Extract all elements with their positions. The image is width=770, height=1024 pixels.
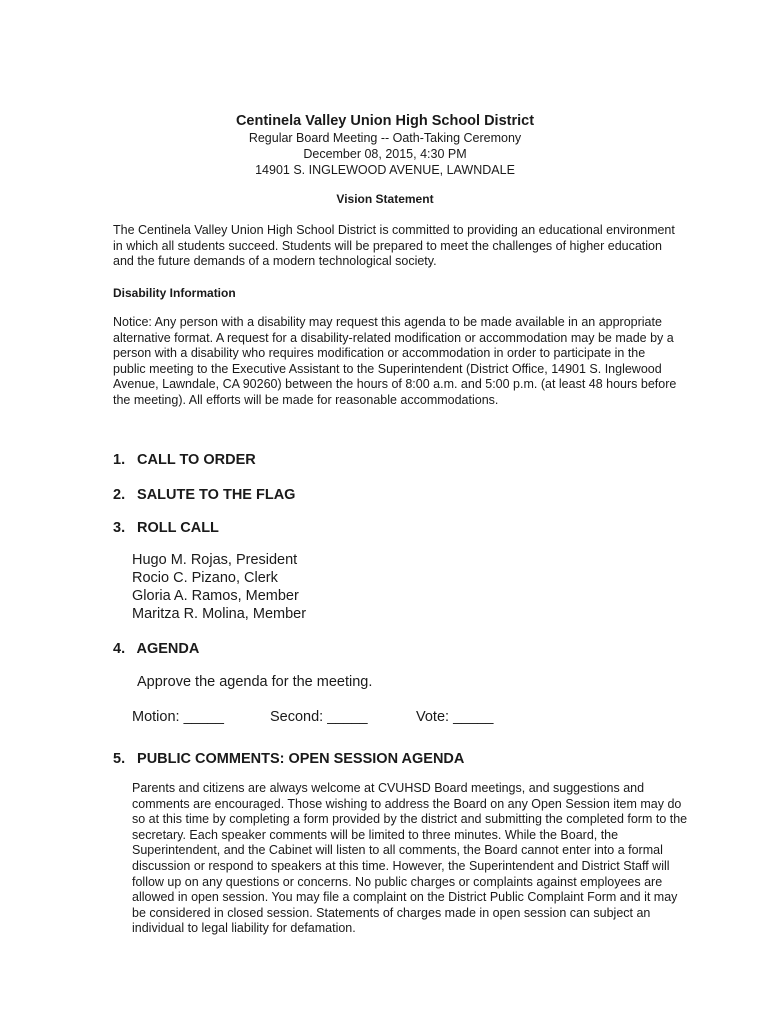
section-agenda xyxy=(113,640,199,658)
section-title: CALL TO ORDER xyxy=(137,452,256,468)
section-title: AGENDA xyxy=(136,641,200,657)
section-salute-to-flag xyxy=(113,486,295,504)
meeting-datetime: December 08, 2015, 4:30 PM xyxy=(303,147,467,161)
motion-field: Motion: _____ xyxy=(132,709,224,725)
meeting-type: Regular Board Meeting -- Oath-Taking Ceremony xyxy=(248,131,522,145)
board-member: Maritza R. Molina, Member xyxy=(132,606,307,622)
disability-heading: Disability Information xyxy=(113,286,236,300)
board-member: Rocio C. Pizano, Clerk xyxy=(132,570,278,586)
section-number: 3. xyxy=(113,520,126,536)
vision-text: The Centinela Valley Union High School District is committed to providing an educational environment in which all students succeed. Students will be prepared to meet the challenges of higher education and the future demands of a modern technological society. xyxy=(113,223,675,268)
vision-heading: Vision Statement xyxy=(336,192,434,206)
section-number: 2. xyxy=(113,487,126,503)
section-title: SALUTE TO THE FLAG xyxy=(137,487,296,503)
disability-text: Notice: Any person with a disability may request this agenda to be made available in an appropriate alternative format. A request for a disability-related modification or accommodation may be made by a person with a disability who requires modification or accommodation in order to participate in the public meeting to the Executive Assistant to the Superintendent (District Office, 14901 S. Inglewood Avenue, Lawndale, CA 90260) between the hours of 8:00 a.m. and 5:00 p.m. (at least 48 hours before the meeting). All efforts will be made for reasonable accommodations. xyxy=(113,315,677,407)
section-call-to-order xyxy=(113,451,256,469)
agenda-approval-text: Approve the agenda for the meeting. xyxy=(137,674,373,690)
section-title: ROLL CALL xyxy=(137,520,219,536)
second-field: Second: _____ xyxy=(270,709,368,725)
section-public-comments xyxy=(113,750,464,768)
board-members-list xyxy=(132,551,306,623)
meeting-address: 14901 S. INGLEWOOD AVENUE, LAWNDALE xyxy=(255,163,515,177)
board-member: Hugo M. Rojas, President xyxy=(132,552,298,568)
document-header xyxy=(0,112,770,178)
board-member: Gloria A. Ramos, Member xyxy=(132,588,299,604)
section-title: PUBLIC COMMENTS: OPEN SESSION AGENDA xyxy=(137,751,465,767)
section-number: 4. xyxy=(113,641,126,657)
public-comments-text: Parents and citizens are always welcome at CVUHSD Board meetings, and suggestions and comments are encouraged. Those wishing to address the Board on any Open Session item may do so at this time by completing a form provided by the district and submitting the completed form to the secretary. Each speaker comments will be limited to three minutes. While the Board, the Superintendent, and the Cabinet will listen to all comments, the Board cannot enter into a formal discussion or respond to speakers at this time. However, the Superintendent and District Staff will follow up on any questions or concerns. No public charges or complaints against employees are allowed in open session. You may file a complaint on the District Public Complaint Form and it may be considered in closed session. Statements of charges made in open session can subject an individual to legal liability for defamation. xyxy=(132,781,688,936)
section-number: 1. xyxy=(113,452,126,468)
section-roll-call xyxy=(113,519,219,537)
district-title: Centinela Valley Union High School District xyxy=(235,113,535,129)
section-number: 5. xyxy=(113,751,126,767)
vote-field: Vote: _____ xyxy=(416,709,494,725)
